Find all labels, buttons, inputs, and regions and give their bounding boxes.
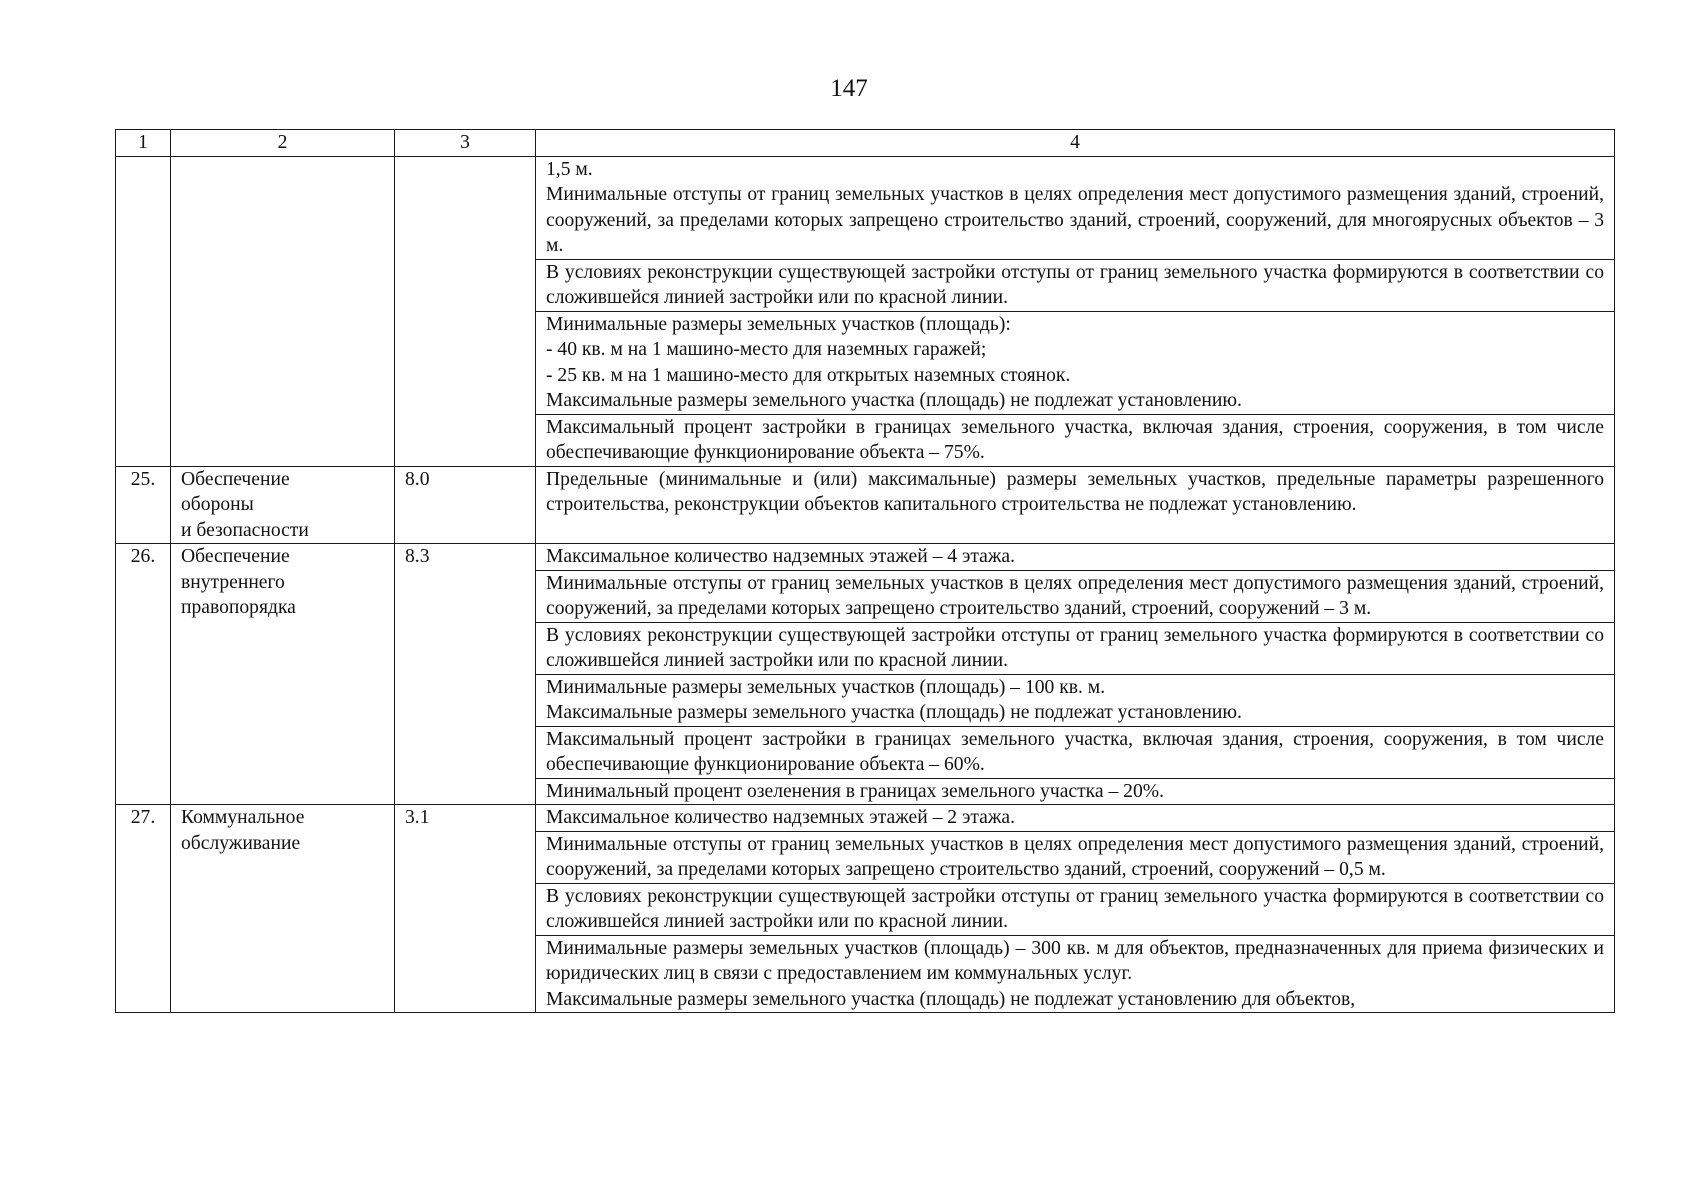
table-row — [116, 805, 1615, 832]
text-line: Максимальное количество надземных этажей – 4 этажа. — [546, 546, 1016, 567]
row-name-cell — [171, 156, 395, 466]
regulations-table — [115, 129, 1615, 1013]
text-line: 1,5 м. — [546, 158, 593, 180]
row-code-cell: 8.3 — [395, 544, 536, 805]
text-line: Максимальное количество надземных этажей – 2 этажа. — [546, 807, 1016, 828]
text-line: Максимальный процент застройки в границах земельного участка, включая здания, строения, сооружения, в том числе обеспечивающие функционирование объекта – 75%. — [546, 416, 1604, 463]
parameter-cell — [536, 311, 1615, 414]
row-name-cell — [171, 466, 395, 544]
parameter-cell — [536, 570, 1615, 622]
text-line: внутреннего — [181, 571, 285, 593]
text-line: Обеспечение — [181, 546, 290, 567]
parameter-cell — [536, 883, 1615, 935]
text-line: - 40 кв. м на 1 машино-место для наземных гаражей; — [546, 339, 987, 360]
text-line: Предельные (минимальные и (или) максимальные) размеры земельных участков, предельные параметры разрешенного строительства, реконструкции объектов капитального строительства не подлежат установлению. — [546, 468, 1604, 515]
parameter-cell — [536, 414, 1615, 466]
text-line: Максимальные размеры земельного участка (площадь) не подлежат установлению. — [546, 702, 1242, 723]
row-number-cell: 27. — [116, 805, 171, 1013]
text-line: В условиях реконструкции существующей застройки отступы от границ земельного участка формируются в соответствии со сложившейся линией застройки или по красной линии. — [546, 261, 1604, 308]
text-line: В условиях реконструкции существующей застройки отступы от границ земельного участка формируются в соответствии со сложившейся линией застройки или по красной линии. — [546, 885, 1604, 932]
parameter-cell — [536, 156, 1615, 259]
text-line: Минимальные отступы от границ земельных участков в целях определения мест допустимого размещения зданий, строений, сооружений, за пределами которых запрещено строительство зданий, строений, сооружений, для многоярусных объектов – 3 м. — [546, 184, 1604, 256]
parameter-cell — [536, 466, 1615, 544]
table-header-row — [116, 130, 1615, 157]
text-line: Минимальные отступы от границ земельных участков в целях определения мест допустимого размещения зданий, строений, сооружений, за пределами которых запрещено строительство зданий, строений, сооружений – 0,5 м. — [546, 833, 1604, 880]
text-line: - 25 кв. м на 1 машино-место для открытых наземных стоянок. — [546, 364, 1071, 386]
text-line: Максимальный процент застройки в границах земельного участка, включая здания, строения, сооружения, в том числе обеспечивающие функционирование объекта – 60%. — [546, 728, 1604, 775]
text-line: Коммунальное — [181, 807, 305, 828]
row-code-cell: 8.0 — [395, 466, 536, 544]
text-line: обслуживание — [181, 832, 301, 854]
text-line: и безопасности — [181, 519, 309, 541]
row-number-cell: 25. — [116, 466, 171, 544]
text-line: Максимальные размеры земельного участка (площадь) не подлежат установлению для объектов, — [546, 988, 1356, 1010]
text-line: обороны — [181, 494, 254, 515]
text-line: Минимальные размеры земельных участков (площадь) – 100 кв. м. — [546, 676, 1106, 698]
column-header-3: 3 — [395, 130, 536, 157]
table-row-continuation — [116, 156, 1615, 259]
text-line: Минимальные размеры земельных участков (площадь): — [546, 313, 1011, 335]
column-header-1: 1 — [116, 130, 171, 157]
parameter-cell — [536, 831, 1615, 883]
text-line: правопорядка — [181, 597, 296, 618]
text-line: Максимальные размеры земельного участка (площадь) не подлежат установлению. — [546, 390, 1242, 411]
row-name-cell — [171, 805, 395, 1013]
column-header-4: 4 — [536, 130, 1615, 157]
parameter-cell — [536, 622, 1615, 674]
row-name-cell — [171, 544, 395, 805]
parameter-cell — [536, 726, 1615, 778]
table-row — [116, 466, 1615, 544]
parameter-cell — [536, 259, 1615, 311]
parameter-cell — [536, 544, 1615, 571]
text-line: В условиях реконструкции существующей застройки отступы от границ земельного участка формируются в соответствии со сложившейся линией застройки или по красной линии. — [546, 624, 1604, 671]
parameter-cell — [536, 805, 1615, 832]
row-number-cell: 26. — [116, 544, 171, 805]
text-line: Минимальный процент озеленения в границах земельного участка – 20%. — [546, 780, 1164, 802]
text-line: Обеспечение — [181, 468, 290, 490]
row-code-cell: 3.1 — [395, 805, 536, 1013]
row-number-cell — [116, 156, 171, 466]
parameter-cell — [536, 778, 1615, 805]
parameter-cell — [536, 935, 1615, 1013]
row-code-cell — [395, 156, 536, 466]
text-line: Минимальные отступы от границ земельных участков в целях определения мест допустимого размещения зданий, строений, сооружений, за пределами которых запрещено строительство зданий, строений, сооружений – 3 м. — [546, 572, 1604, 619]
page-number: 147 — [830, 75, 868, 102]
text-line: Минимальные размеры земельных участков (площадь) – 300 кв. м для объектов, предназначенных для приема физических и юридических лиц в связи с предоставлением им коммунальных услуг. — [546, 937, 1604, 984]
column-header-2: 2 — [171, 130, 395, 157]
parameter-cell — [536, 674, 1615, 726]
table-row — [116, 544, 1615, 571]
